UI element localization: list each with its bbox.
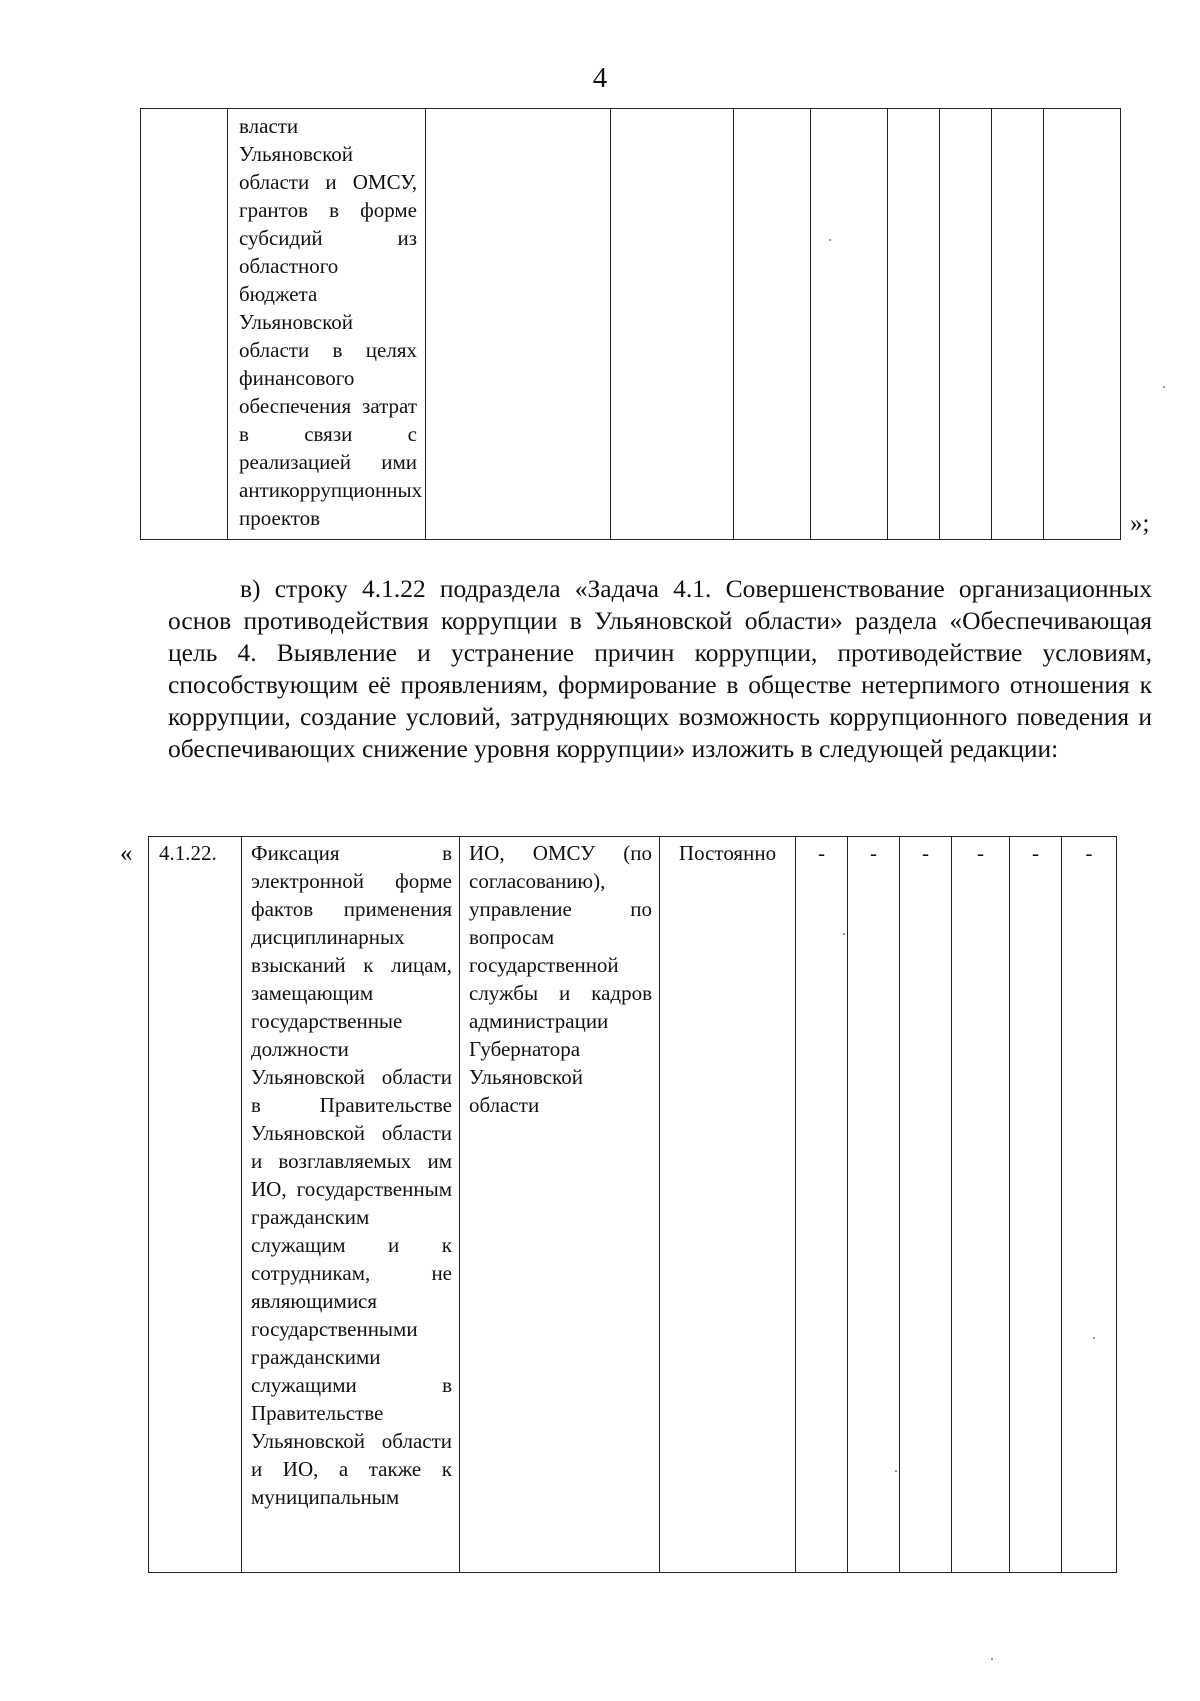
cell-value (1010, 837, 1062, 1573)
cell-value (734, 109, 811, 540)
cell-value (1044, 109, 1121, 540)
cell-description (242, 837, 460, 1573)
cell-term (660, 837, 796, 1573)
cell-number (149, 837, 242, 1573)
value-dash: - (922, 841, 929, 865)
value-dash: - (818, 841, 825, 865)
scan-speck (991, 1658, 993, 1660)
cell-value (940, 109, 992, 540)
cell-value (900, 837, 952, 1573)
description-text: Фиксация в электронной форме фактов применения дисциплинарных взысканий к лицам, замещающим государственные должности Ульяновской области в Правительстве Ульяновской области и возглавляемых им ИО, государственным гражданским служащим и к сотрудникам, не являющимися государственными гражданскими служащими в Правительстве Ульяновской области и ИО, а также к муниципальным (251, 841, 452, 1509)
scan-speck (895, 1470, 897, 1472)
cell-value (848, 837, 900, 1573)
opening-quote: « (120, 840, 133, 867)
scan-speck (1093, 1337, 1095, 1339)
cell-description (228, 109, 426, 540)
page-number: 4 (592, 62, 608, 94)
cell-value (992, 109, 1044, 540)
cell-value (796, 837, 848, 1573)
table-row (149, 837, 1117, 1573)
term-text: Постоянно (678, 841, 777, 865)
value-dash: - (1085, 841, 1093, 865)
table-new-row (148, 836, 1117, 1573)
cell-term (611, 109, 734, 540)
cell-executors (460, 837, 660, 1573)
table-row (141, 109, 1121, 540)
cell-value (1062, 837, 1117, 1573)
amendment-paragraph (168, 573, 1152, 765)
value-dash: - (977, 841, 984, 865)
value-dash: - (1032, 841, 1039, 865)
cell-number (141, 109, 228, 540)
table-continuation (140, 108, 1121, 540)
row-number: 4.1.22. (159, 841, 217, 865)
scan-speck (843, 933, 845, 935)
description-text: власти Ульяновской области и ОМСУ, грантов в форме субсидий из областного бюджета Ульяновской области в целях финансового обеспечения затрат в связи с реализацией ими антикоррупционных проектов (239, 114, 423, 530)
cell-value (811, 109, 888, 540)
value-dash: - (870, 841, 877, 865)
amendment-text: в) строку 4.1.22 подраздела «Задача 4.1. Совершенствование организационных основ противодействия коррупции в Ульяновской области» раздела «Обеспечивающая цель 4. Выявление и устранение причин коррупции, противодействие условиям, способствующим её проявлениям, формирование в обществе нетерпимого отношения к коррупции, создание условий, затрудняющих возможность коррупционного поведения и обеспечивающих снижение уровня коррупции» изложить в следующей редакции: (168, 574, 1152, 763)
executors-text: ИО, ОМСУ (по согласованию), управление по вопросам государственной службы и кадров администрации Губернатора Ульяновской области (469, 841, 652, 1117)
cell-value (888, 109, 940, 540)
scan-speck (1163, 386, 1165, 388)
cell-executors (426, 109, 611, 540)
closing-quote: »; (1130, 510, 1150, 537)
scan-speck (829, 239, 831, 241)
cell-value (952, 837, 1010, 1573)
